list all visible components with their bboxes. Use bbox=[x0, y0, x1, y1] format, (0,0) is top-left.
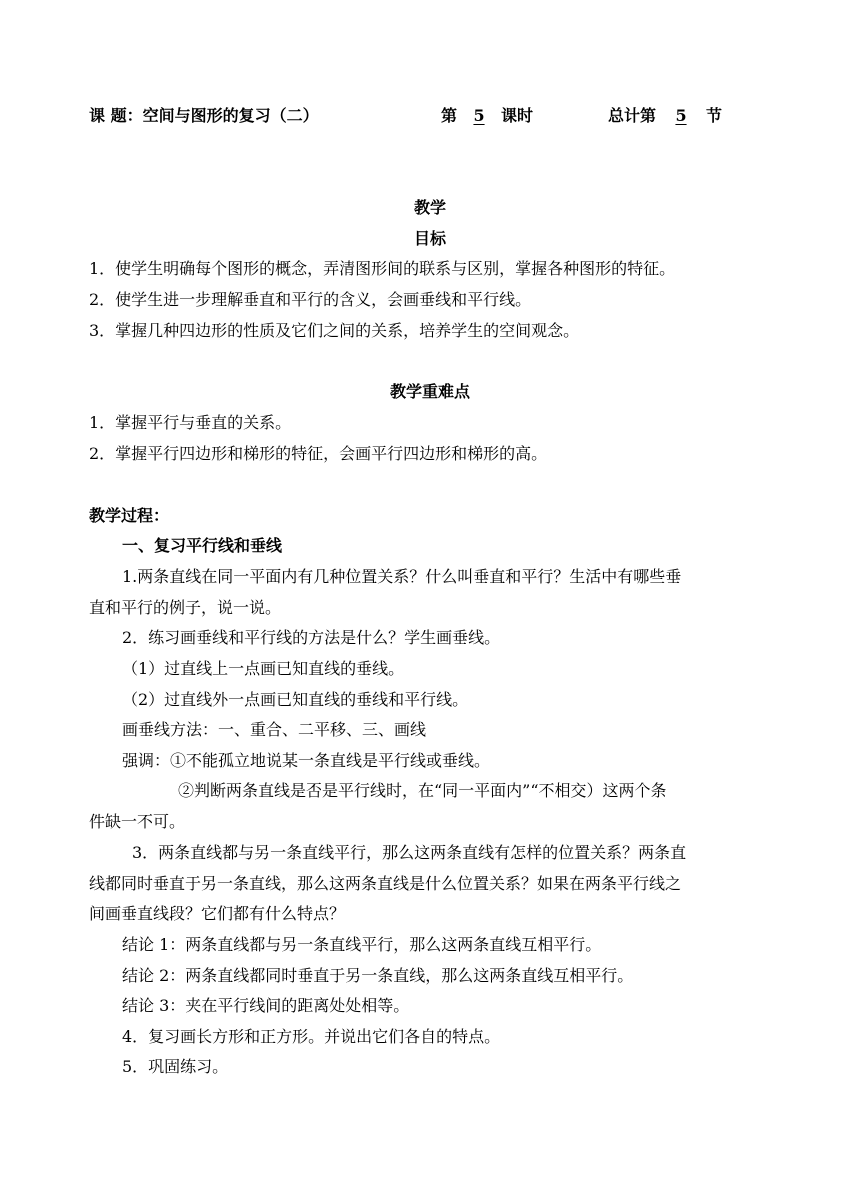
conclusion-line: 结论 1：两条直线都与另一条直线平行，那么这两条直线互相平行。 bbox=[122, 935, 602, 954]
objectives-heading-2: 目标 bbox=[413, 229, 446, 248]
period-value: 5 bbox=[473, 106, 485, 125]
period-number bbox=[457, 106, 501, 126]
process-line: ②判断两条直线是否是平行线时，在“同一平面内”“不相交）这两个条 bbox=[178, 781, 667, 800]
key-point-item: 2．掌握平行四边形和梯形的特征，会画平行四边形和梯形的高。 bbox=[89, 444, 548, 463]
process-line: （2）过直线外一点画已知直线的垂线和平行线。 bbox=[122, 690, 469, 709]
process-line: 强调：①不能孤立地说某一条直线是平行线或垂线。 bbox=[122, 751, 491, 770]
total-number bbox=[656, 106, 706, 126]
process-line: 3．两条直线都与另一条直线平行，那么这两条直线有怎样的位置关系？两条直 bbox=[132, 843, 687, 862]
topic-title: 空间与图形的复习（二） bbox=[142, 106, 319, 125]
total-suffix: 节 bbox=[706, 106, 723, 125]
objective-item: 3．掌握几种四边形的性质及它们之间的关系，培养学生的空间观念。 bbox=[89, 321, 580, 340]
key-point-item: 1．掌握平行与垂直的关系。 bbox=[89, 413, 292, 432]
objective-item: 2．使学生进一步理解垂直和平行的含义，会画垂线和平行线。 bbox=[89, 290, 532, 309]
process-line: （1）过直线上一点画已知直线的垂线。 bbox=[122, 659, 405, 678]
period-line bbox=[441, 106, 533, 126]
process-heading: 教学过程： bbox=[89, 506, 170, 525]
conclusion-line: 结论 2：两条直线都同时垂直于另一条直线，那么这两条直线互相平行。 bbox=[122, 966, 634, 985]
objective-item: 1．使学生明确每个图形的概念，弄清图形间的联系与区别，掌握各种图形的特征。 bbox=[89, 259, 676, 278]
process-line: 1.两条直线在同一平面内有几种位置关系？什么叫垂直和平行？生活中有哪些垂 bbox=[122, 567, 682, 586]
period-prefix: 第 bbox=[441, 106, 458, 125]
objectives-heading-1: 教学 bbox=[413, 198, 446, 217]
process-line: 2．练习画垂线和平行线的方法是什么？学生画垂线。 bbox=[122, 628, 501, 647]
topic-line bbox=[89, 106, 319, 126]
period-suffix: 课时 bbox=[501, 106, 534, 125]
process-line: 直和平行的例子，说一说。 bbox=[89, 598, 282, 617]
total-value: 5 bbox=[675, 106, 687, 125]
process-line: 间画垂直线段？它们都有什么特点？ bbox=[89, 904, 346, 923]
total-prefix: 总计第 bbox=[608, 106, 657, 125]
process-line: 线都同时垂直于另一条直线，那么这两条直线是什么位置关系？如果在两条平行线之 bbox=[89, 874, 682, 893]
topic-label: 课 题： bbox=[89, 106, 143, 125]
process-line: 画垂线方法：一、重合、二平移、三、画线 bbox=[122, 720, 427, 739]
process-line: 5．巩固练习。 bbox=[122, 1057, 229, 1076]
total-line bbox=[608, 106, 722, 126]
process-line: 4．复习画长方形和正方形。并说出它们各自的特点。 bbox=[122, 1027, 501, 1046]
key-points-heading: 教学重难点 bbox=[389, 382, 470, 401]
process-line: 件缺一不可。 bbox=[89, 812, 186, 831]
section-title: 一、复习平行线和垂线 bbox=[122, 536, 283, 555]
conclusion-line: 结论 3：夹在平行线间的距离处处相等。 bbox=[122, 996, 410, 1015]
